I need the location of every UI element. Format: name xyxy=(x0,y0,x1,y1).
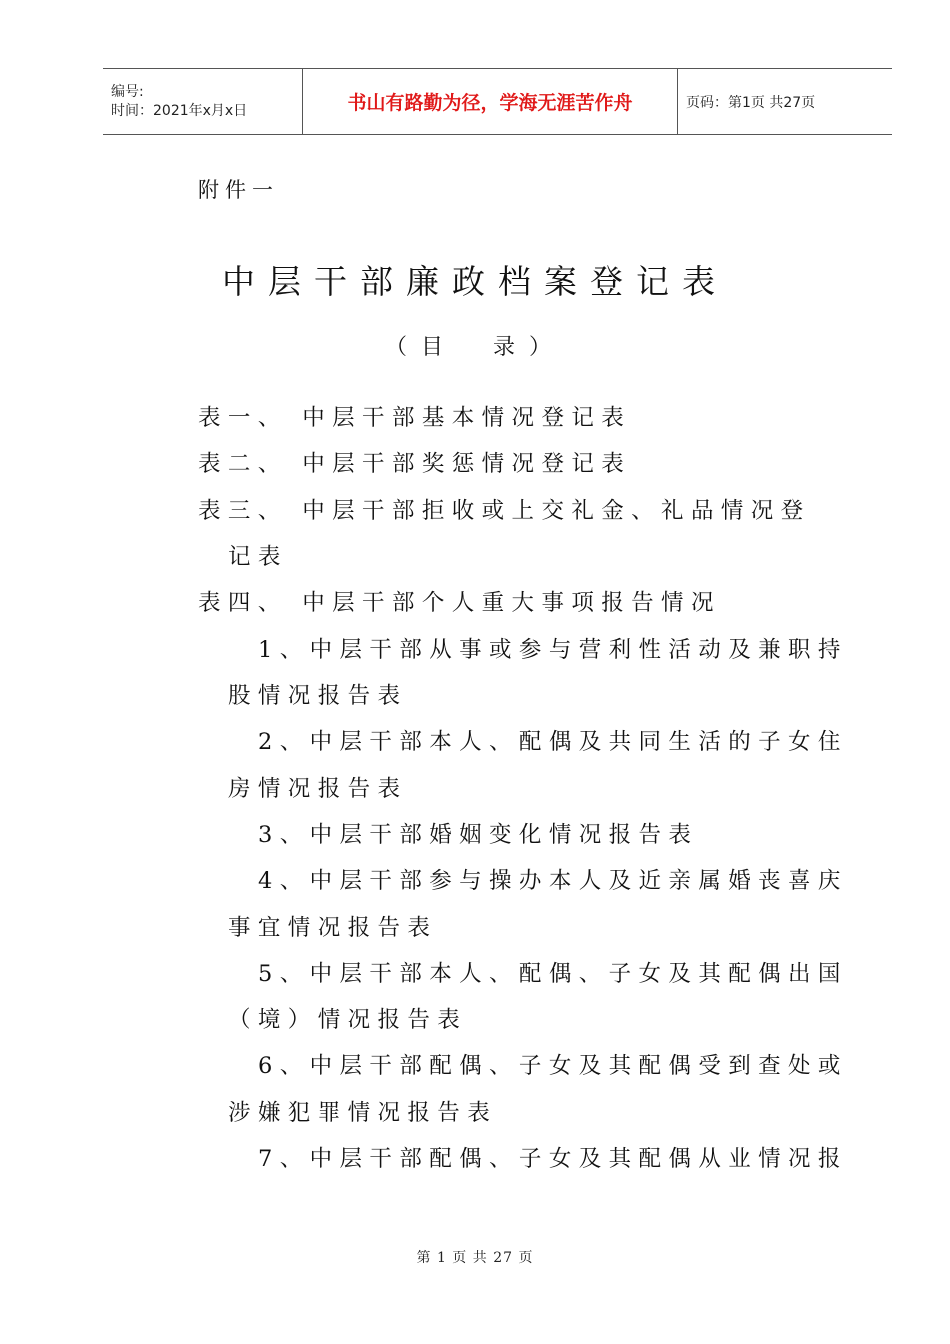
header-page-info: 页码：第1页 共27页 xyxy=(686,94,816,111)
number-label: 编号: xyxy=(111,83,144,100)
toc-subitem-continuation: 涉嫌犯罪情况报告表 xyxy=(228,1100,498,1126)
toc-item-continuation: 记表 xyxy=(228,544,288,570)
toc-subitem: 1、中层干部从事或参与营利性活动及兼职持 xyxy=(258,637,848,663)
toc-subitem-continuation: 事宜情况报告表 xyxy=(228,915,438,941)
toc-subitem-continuation: 房情况报告表 xyxy=(228,776,408,802)
toc-item: 表三、 中层干部拒收或上交礼金、礼品情况登 xyxy=(198,498,811,524)
toc-subitem: 7、中层干部配偶、子女及其配偶从业情况报 xyxy=(258,1146,848,1172)
toc-subitem: 2、中层干部本人、配偶及共同生活的子女住 xyxy=(258,729,848,755)
toc-subitem: 3、中层干部婚姻变化情况报告表 xyxy=(258,822,699,848)
header-meta xyxy=(103,69,303,134)
toc-item: 表二、 中层干部奖惩情况登记表 xyxy=(198,451,632,477)
page-footer: 第 1 页 共 27 页 xyxy=(416,1250,534,1266)
document-title: 中层干部廉政档案登记表 xyxy=(222,262,728,301)
toc-item: 表四、 中层干部个人重大事项报告情况 xyxy=(198,590,721,616)
time-label: 时间：2021年x月x日 xyxy=(111,102,248,119)
toc-item: 表一、 中层干部基本情况登记表 xyxy=(198,405,632,431)
toc-subitem: 6、中层干部配偶、子女及其配偶受到查处或 xyxy=(258,1053,848,1079)
toc-subitem-continuation: 股情况报告表 xyxy=(228,683,408,709)
toc-subitem: 4、中层干部参与操办本人及近亲属婚丧喜庆 xyxy=(258,868,848,894)
toc-subitem-continuation: （境）情况报告表 xyxy=(228,1007,468,1033)
document-subtitle: （目 录） xyxy=(384,335,565,360)
toc-subitem: 5、中层干部本人、配偶、子女及其配偶出国 xyxy=(258,961,848,987)
page-header xyxy=(103,68,892,135)
header-motto: 书山有路勤为径，学海无涯苦作舟 xyxy=(303,69,678,134)
attachment-label: 附件一 xyxy=(198,178,279,202)
